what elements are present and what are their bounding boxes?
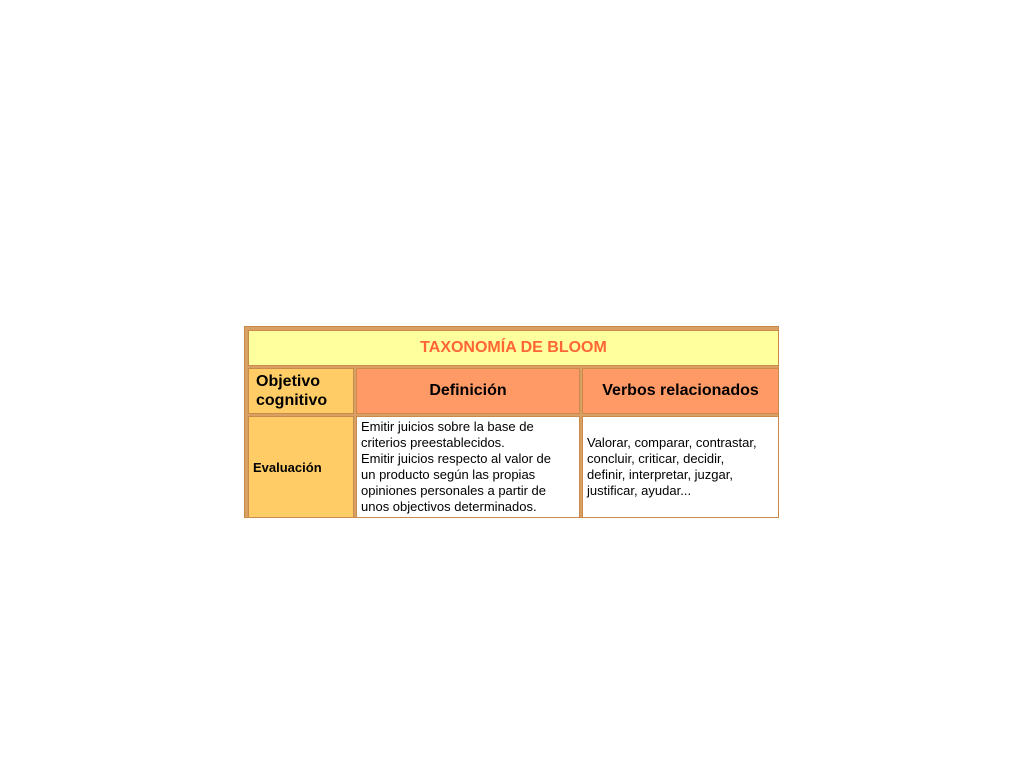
bloom-taxonomy-table — [244, 326, 779, 518]
header-definition: Definición — [429, 382, 507, 399]
header-objective: Objetivo cognitivo — [256, 373, 328, 409]
row-definition: Emitir juicios sobre la base de criterios preestablecidos. Emitir juicios respecto al valor de un producto según las propias opiniones personales a partir de unos objectivos determinados. — [361, 419, 552, 514]
row-objective-cell — [248, 416, 354, 518]
header-definition-cell — [356, 368, 580, 414]
bloom-table — [246, 328, 781, 520]
table-title: TAXONOMÍA DE BLOOM — [420, 339, 607, 356]
table-row — [248, 416, 779, 518]
title-cell — [248, 330, 779, 366]
header-verbs: Verbos relacionados — [602, 382, 759, 399]
header-objective-cell — [248, 368, 354, 414]
row-definition-cell — [356, 416, 580, 518]
row-objective: Evaluación — [253, 459, 322, 475]
header-row — [248, 368, 779, 414]
row-verbs-cell — [582, 416, 779, 518]
header-verbs-cell — [582, 368, 779, 414]
title-row — [248, 330, 779, 366]
row-verbs: Valorar, comparar, contrastar, concluir, criticar, decidir, definir, interpretar, juzgar, justificar, ayudar... — [587, 435, 757, 498]
